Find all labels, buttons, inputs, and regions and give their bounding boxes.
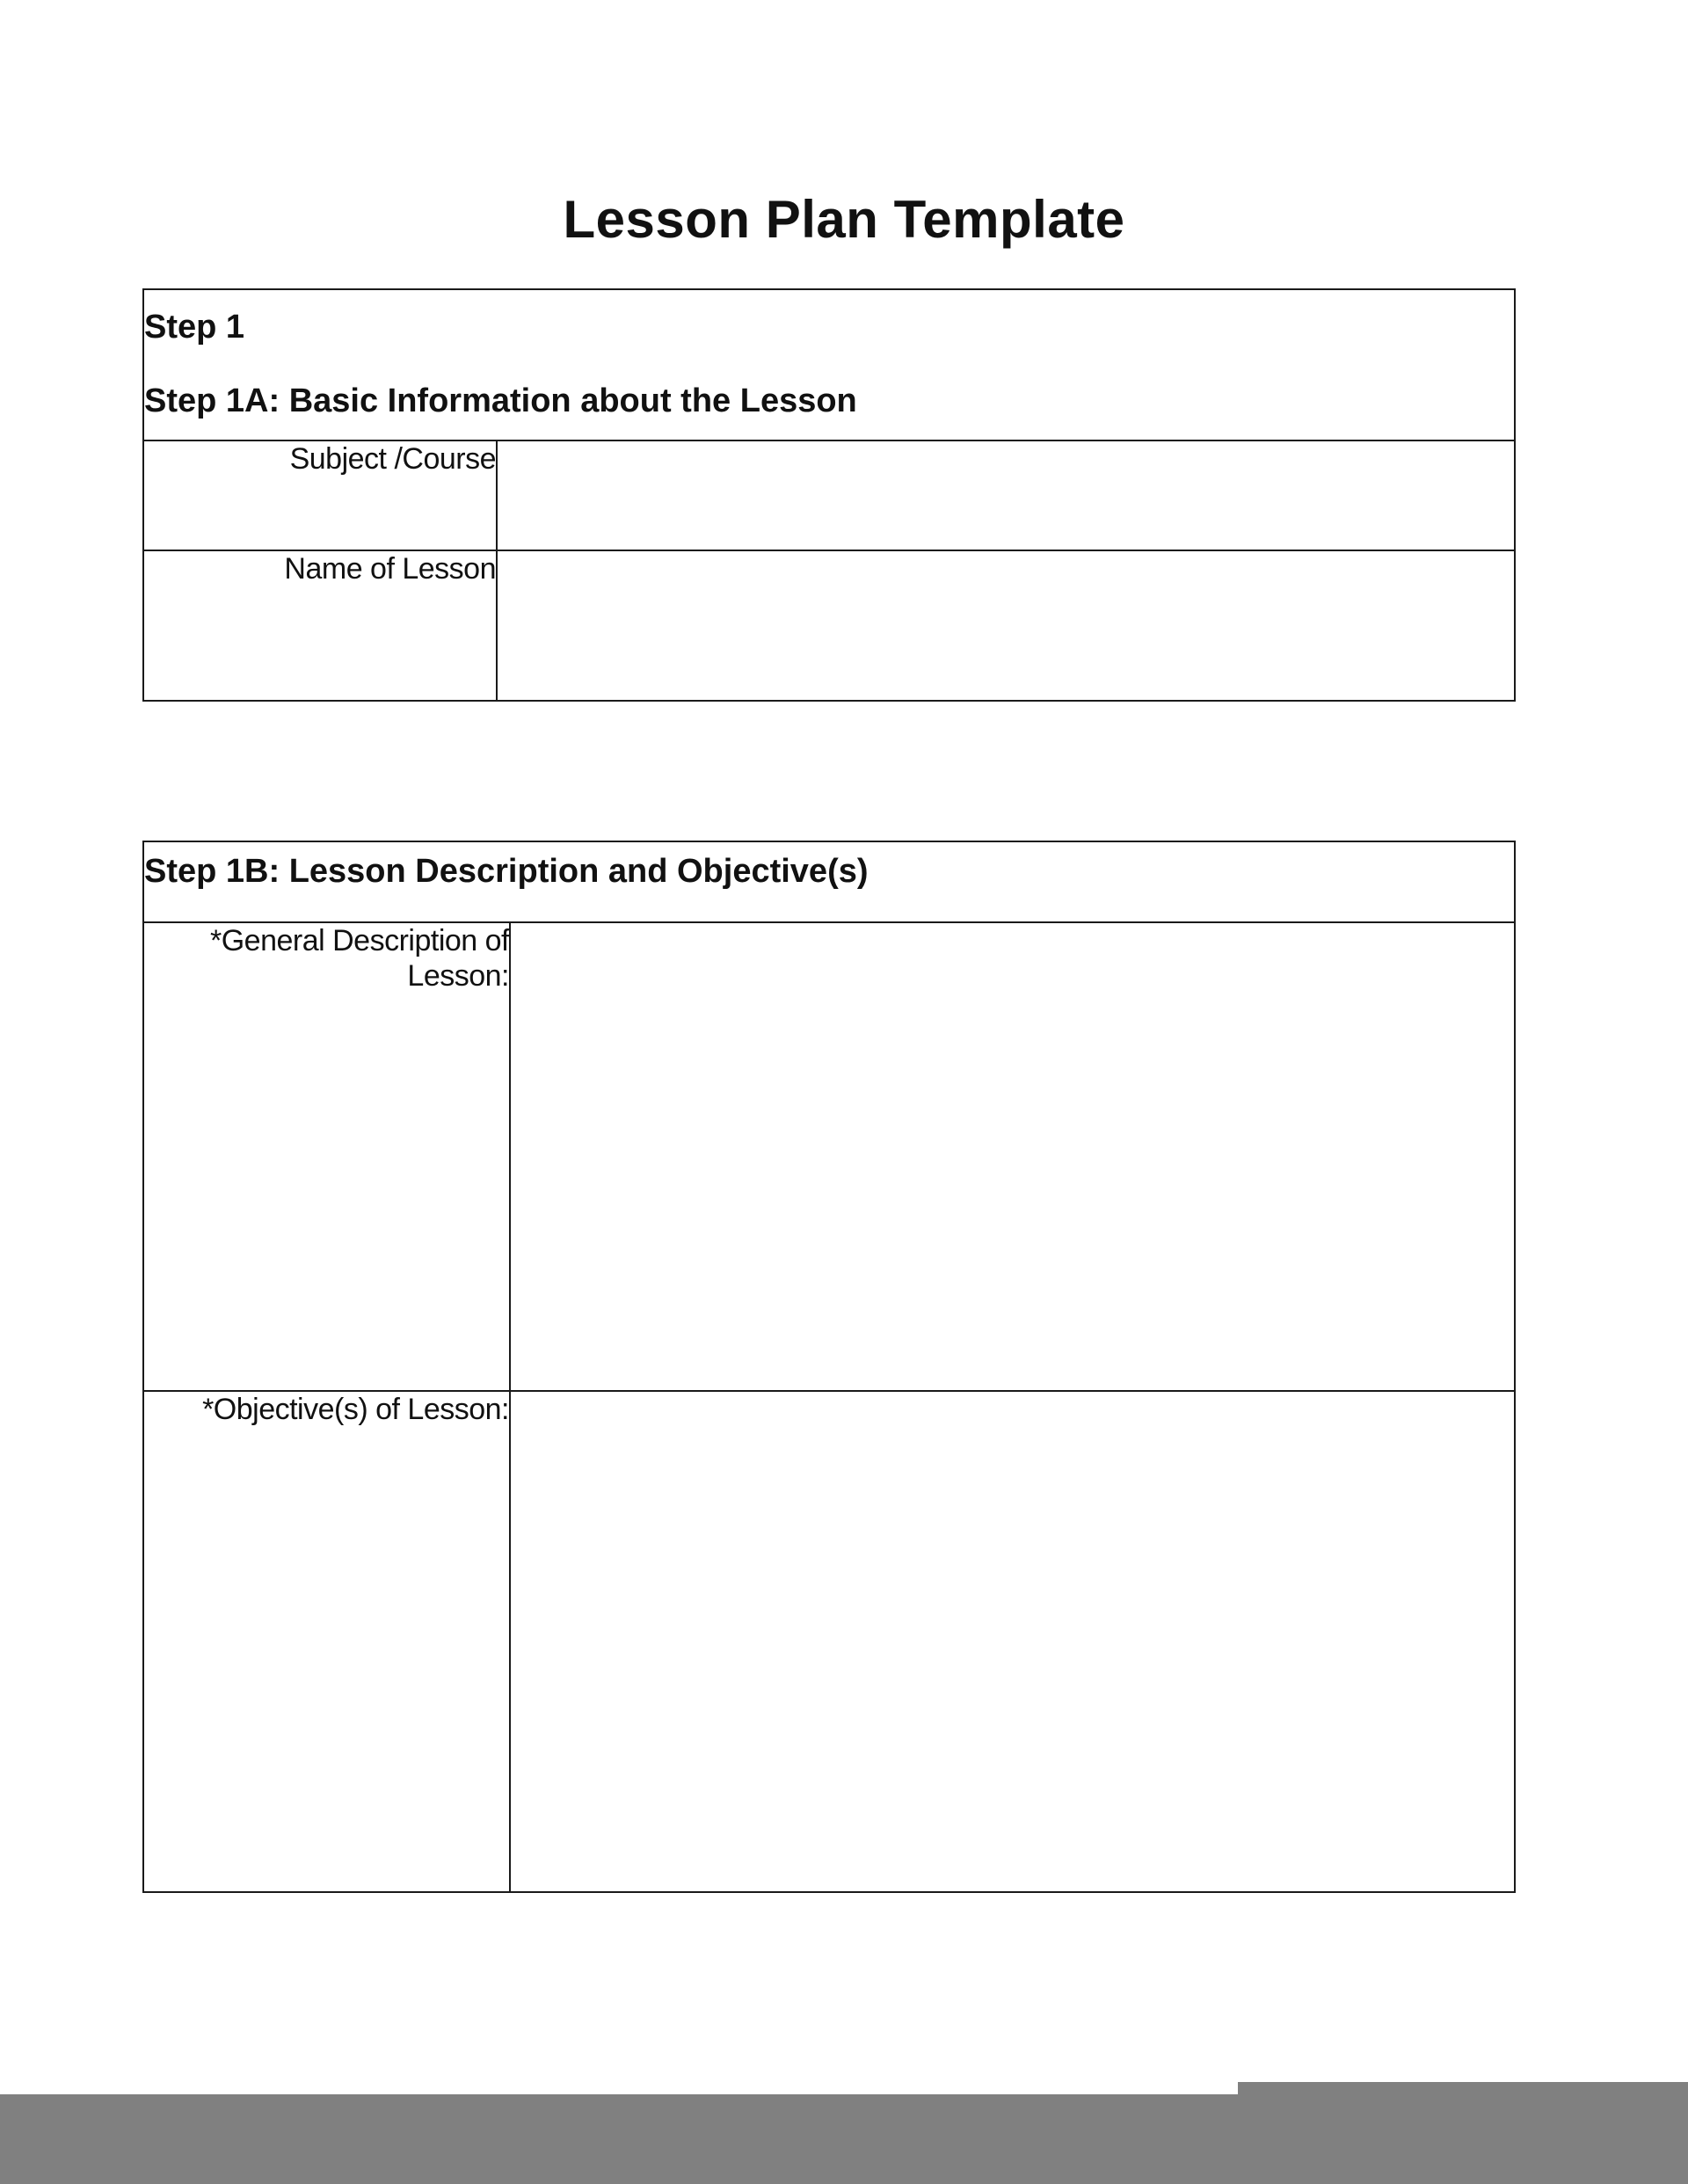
objectives-field[interactable] [510,1391,1515,1892]
subject-course-field[interactable] [497,440,1515,550]
description-objectives-table [142,841,1516,1893]
step1a-heading: Step 1A: Basic Information about the Lesson [144,382,857,419]
lesson-name-label: Name of Lesson [143,550,497,701]
subject-course-label: Subject /Course [143,440,497,550]
footer-band [0,2094,1688,2184]
step1b-heading: Step 1B: Lesson Description and Objective(s) [143,841,1515,922]
page-title: Lesson Plan Template [563,190,1125,249]
basic-info-table [142,288,1516,702]
step1-heading: Step 1 [144,309,245,346]
general-description-label: *General Description of Lesson: [143,922,510,1391]
lesson-name-field[interactable] [497,550,1515,701]
objectives-label: *Objective(s) of Lesson: [143,1391,510,1892]
step1-header [143,289,1515,440]
general-description-field[interactable] [510,922,1515,1391]
